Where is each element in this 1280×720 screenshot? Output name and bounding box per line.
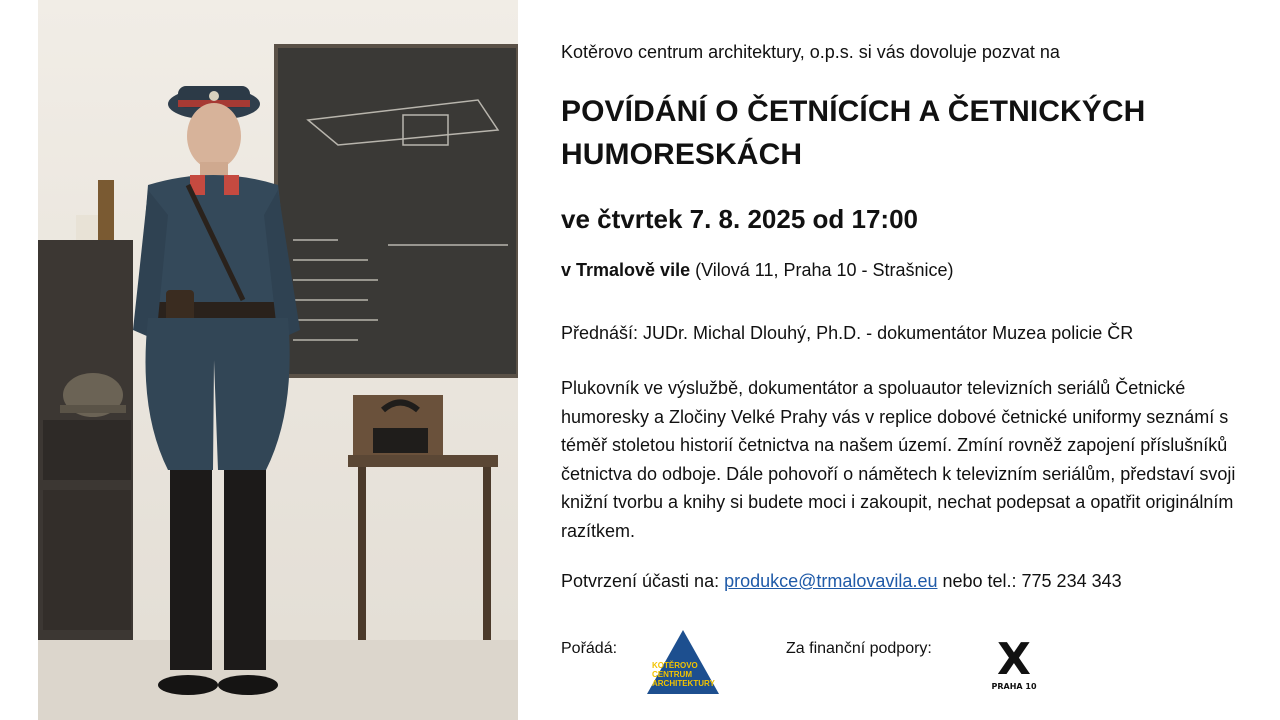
gendarme-illustration xyxy=(38,0,518,720)
organizer-label: Pořádá: xyxy=(561,640,618,657)
rsvp-phone: nebo tel.: 775 234 343 xyxy=(937,571,1122,591)
chalkboard xyxy=(276,46,518,376)
rsvp-email-link[interactable]: produkce@trmalovavila.eu xyxy=(724,571,938,591)
event-venue xyxy=(561,260,954,281)
lecturer-line: Přednáší: JUDr. Michal Dlouhý, Ph.D. - dokumentátor Muzea policie ČR xyxy=(561,323,1134,343)
praha10-logo xyxy=(991,634,1037,696)
praha10-logo-text: PRAHA 10 xyxy=(991,682,1037,691)
kca-logo-line-2: CENTRUM xyxy=(652,670,692,679)
rsvp-line xyxy=(561,571,1122,592)
venue-name: v Trmalově vile xyxy=(561,260,691,280)
event-title: POVÍDÁNÍ O ČETNÍCÍCH A ČETNICKÝCH HUMORESKÁCH xyxy=(561,95,1146,171)
event-date: ve čtvrtek 7. 8. 2025 od 17:00 xyxy=(561,204,919,234)
event-description: Plukovník ve výslužbě, dokumentátor a spoluautor televizních seriálů Četnické humoresky a Zločiny Velké Prahy vás v replice dobové četnické uniformy seznámí s téměř stoletou historií četnictva na našem území. Zmíní rovněž zapojení příslušníků četnictva do odboje. Dále pohovoří o námětech k televizním seriálům, představí svoji knižní tvorbu a knihy si budete moci i zakoupit, nechat podepsat a opatřit originálním razítkem. xyxy=(561,378,1236,541)
sponsor-label: Za finanční podpory: xyxy=(786,640,932,657)
kca-logo xyxy=(647,630,719,694)
intro-text: Kotěrovo centrum architektury, o.p.s. si vás dovoluje pozvat na xyxy=(561,42,1060,62)
gendarme-photo xyxy=(38,0,518,720)
venue-address: (Vilová 11, Praha 10 - Strašnice) xyxy=(690,260,954,280)
kca-logo-line-3: ARCHITEKTURY xyxy=(652,679,715,688)
kca-logo-line-1: KOTĚROVO xyxy=(652,661,698,670)
praha10-logo-mark: X xyxy=(997,634,1031,685)
rsvp-prefix: Potvrzení účasti na: xyxy=(561,571,725,591)
